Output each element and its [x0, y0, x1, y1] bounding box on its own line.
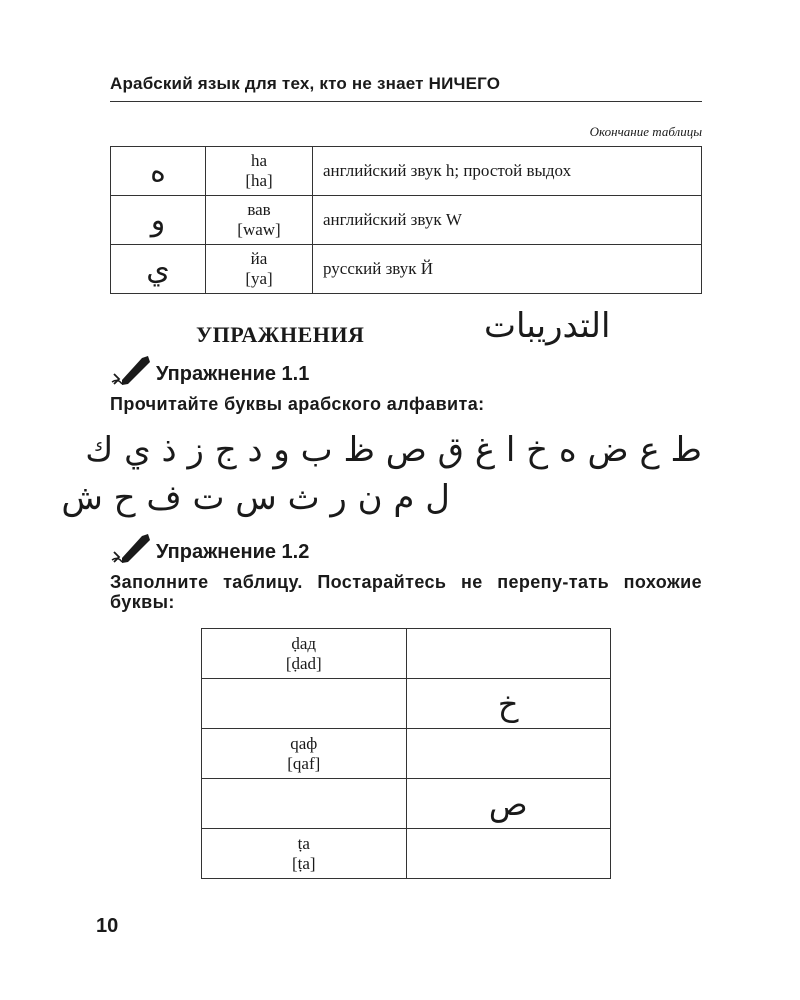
letter-translit: [qaf]: [287, 753, 321, 773]
letter-name-text: ḍад: [291, 633, 317, 653]
letter-description: английский звук W: [313, 196, 702, 245]
alphabet-table-end: [110, 146, 702, 294]
table-row: [111, 245, 702, 294]
letter-translit: [ha]: [245, 171, 273, 190]
arabic-letters-line-1: ط ع ض ه خ ا غ ق ص ظ ب و د ج ز ذ ي ك: [85, 430, 702, 470]
arabic-letter: و: [111, 196, 206, 245]
letter-cell[interactable]: [406, 629, 611, 679]
exercise-1-1-heading: [110, 352, 309, 386]
letter-translit: [waw]: [237, 220, 281, 239]
table-row: [111, 147, 702, 196]
letter-cell[interactable]: [406, 829, 611, 879]
letter-name: [206, 147, 313, 196]
letter-name-text: ṭа: [297, 833, 310, 853]
letter-name-text: вав: [247, 200, 271, 219]
exercise-1-2-instruction: Заполните таблицу. Постарайтесь не перепу-тать похожие буквы:: [110, 572, 702, 612]
pen-icon: [110, 352, 154, 386]
table-row: [202, 779, 611, 829]
exercise-1-2-title: Упражнение 1.2: [156, 541, 310, 563]
exercise-1-1-instruction: Прочитайте буквы арабского алфавита:: [110, 394, 485, 414]
letter-name-cell: [202, 629, 407, 679]
table-row: [202, 679, 611, 729]
letter-name-text: ha: [250, 151, 268, 170]
table-row: [202, 729, 611, 779]
letter-name: [206, 196, 313, 245]
letter-cell: خ: [406, 679, 611, 729]
header-divider: [110, 101, 702, 102]
letter-name-cell[interactable]: [202, 779, 407, 829]
letter-cell[interactable]: [406, 729, 611, 779]
arabic-letters-line-2: ل م ن ر ث س ت ف ح ش: [61, 478, 450, 518]
letter-name-text: йа: [250, 249, 268, 268]
table-row: [111, 196, 702, 245]
letter-name-cell: [202, 829, 407, 879]
pen-icon: [110, 530, 154, 564]
page-number: 10: [96, 915, 119, 937]
exercises-heading: УПРАЖНЕНИЯ: [196, 322, 365, 347]
exercise-1-1-title: Упражнение 1.1: [156, 363, 310, 385]
table-continuation-note: Окончание таблицы: [589, 124, 702, 139]
letter-cell: ص: [406, 779, 611, 829]
letter-name-cell: [202, 729, 407, 779]
letter-description: английский звук h; простой выдох: [313, 147, 702, 196]
arabic-letter: ه: [111, 147, 206, 196]
fill-in-table: [201, 628, 611, 879]
letter-translit: [ṭa]: [291, 853, 316, 873]
letter-description: русский звук Й: [313, 245, 702, 294]
table-row: [202, 629, 611, 679]
arabic-letter: ي: [111, 245, 206, 294]
letter-name-cell[interactable]: [202, 679, 407, 729]
exercises-heading-arabic: التدريبات: [484, 306, 611, 346]
letter-name-text: qаф: [290, 733, 318, 753]
letter-translit: [ya]: [245, 269, 273, 288]
table-row: [202, 829, 611, 879]
page-header: Арабский язык для тех, кто не знает НИЧЕГО: [110, 74, 501, 93]
letter-translit: [ḍad]: [285, 653, 322, 673]
letter-name: [206, 245, 313, 294]
exercise-1-2-heading: [110, 530, 309, 564]
